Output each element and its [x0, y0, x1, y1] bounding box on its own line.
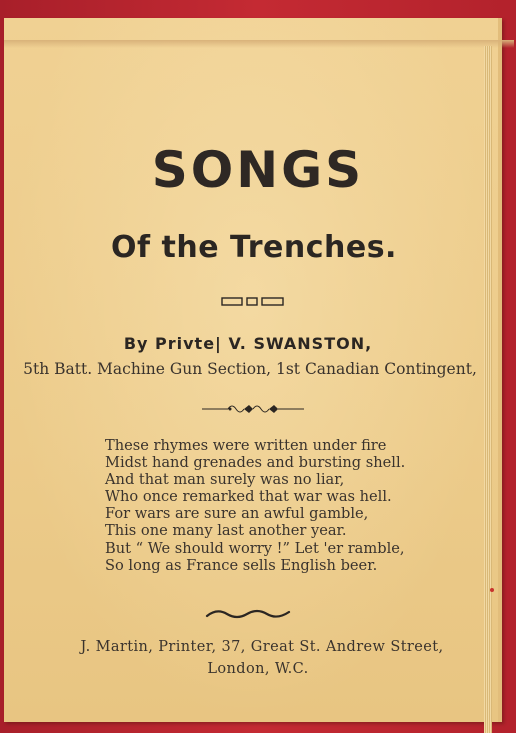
page-subtitle: Of the Trenches.: [111, 230, 397, 265]
poem-line: So long as France sells English beer.: [105, 556, 378, 574]
page-fold-shadow: [4, 40, 514, 48]
poem-line: Midst hand grenades and bursting shell.: [105, 454, 406, 472]
poem-line: And that man surely was no liar,: [105, 471, 345, 489]
ink-spot: [490, 588, 494, 592]
printer-address-line2: London, W.C.: [207, 661, 309, 677]
swash-ornament: [205, 608, 291, 620]
author-line: By Privte| V. SWANSTON,: [123, 334, 373, 353]
poem-line: Who once remarked that war was hell.: [105, 488, 392, 506]
unit-line: 5th Batt. Machine Gun Section, 1st Canadian Contingent,: [23, 360, 477, 378]
poem-line: This one many last another year.: [105, 522, 347, 540]
rule-boxes-ornament: [221, 296, 285, 308]
printer-address-line1: J. Martin, Printer, 37, Great St. Andrew Street,: [80, 639, 444, 655]
page-title: SONGS: [151, 141, 365, 199]
scroll-ornament: [200, 401, 306, 417]
poem-line: But “ We should worry !” Let 'er ramble,: [105, 539, 405, 557]
poem-verse: [105, 437, 445, 574]
poem-line: These rhymes were written under fire: [105, 437, 387, 454]
poem-line: For wars are sure an awful gamble,: [105, 505, 369, 523]
